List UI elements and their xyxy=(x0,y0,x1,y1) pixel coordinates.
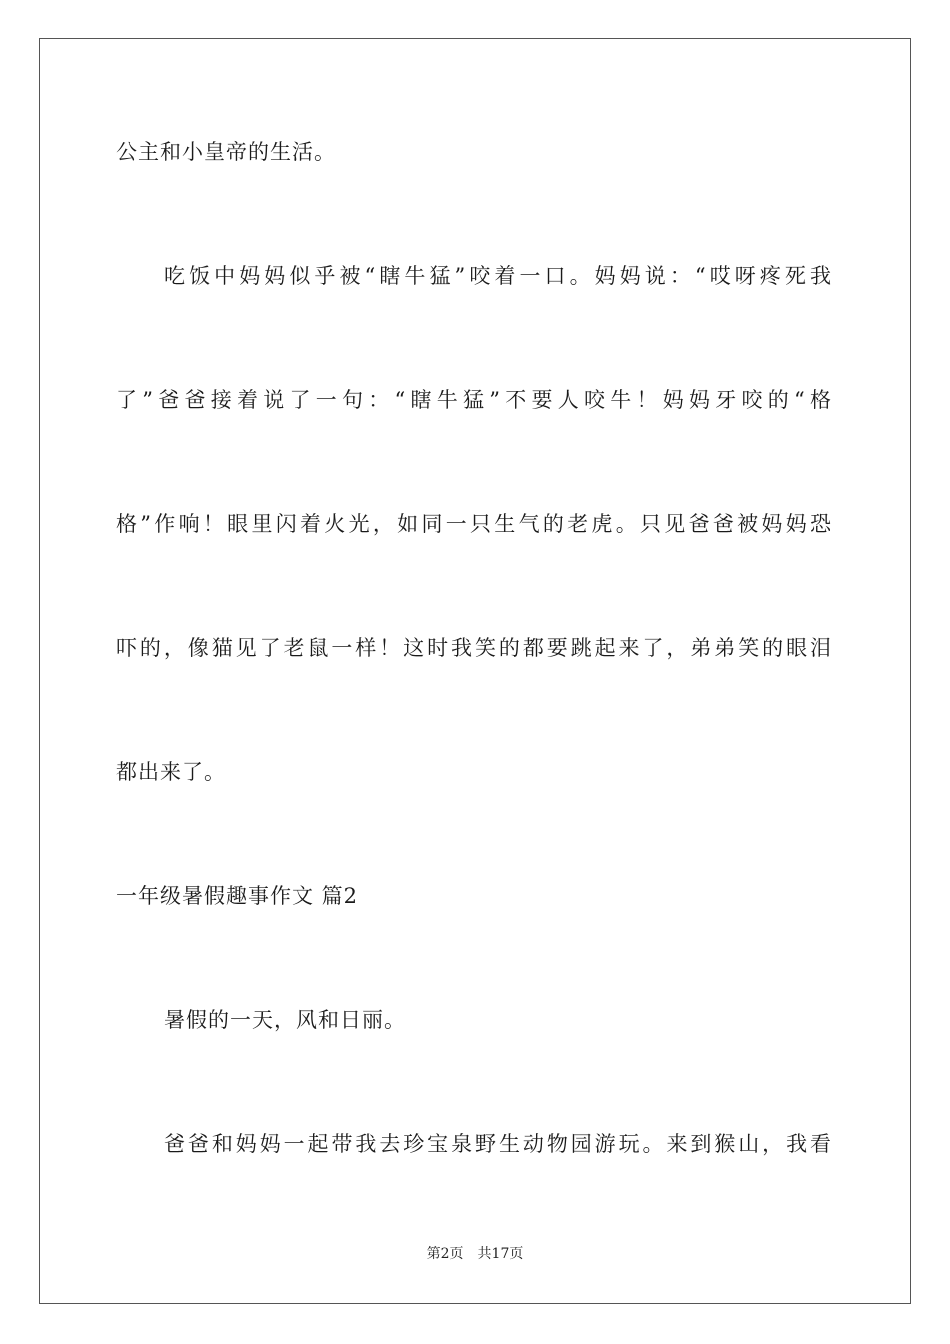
text-line-3: 了”爸爸接着说了一句：“瞎牛猛”不要人咬牛！妈妈牙咬的“格 xyxy=(116,388,832,412)
text-line-1: 公主和小皇帝的生活。 xyxy=(116,140,336,164)
text-line-6: 都出来了。 xyxy=(116,760,226,784)
text-line-8: 暑假的一天，风和日丽。 xyxy=(164,1008,406,1032)
section-heading: 一年级暑假趣事作文 篇2 xyxy=(116,884,359,908)
text-line-5: 吓的，像猫见了老鼠一样！这时我笑的都要跳起来了，弟弟笑的眼泪 xyxy=(116,636,832,660)
page-number: 第2页 xyxy=(426,1246,464,1262)
text-line-4: 格”作响！眼里闪着火光，如同一只生气的老虎。只见爸爸被妈妈恐 xyxy=(116,512,832,536)
page-border xyxy=(39,38,911,1304)
text-line-9: 爸爸和妈妈一起带我去珍宝泉野生动物园游玩。来到猴山，我看 xyxy=(164,1132,832,1156)
page-footer xyxy=(0,1244,950,1264)
text-line-2: 吃饭中妈妈似乎被“瞎牛猛”咬着一口。妈妈说：“哎呀疼死我 xyxy=(164,264,832,288)
total-pages: 共17页 xyxy=(477,1246,524,1262)
